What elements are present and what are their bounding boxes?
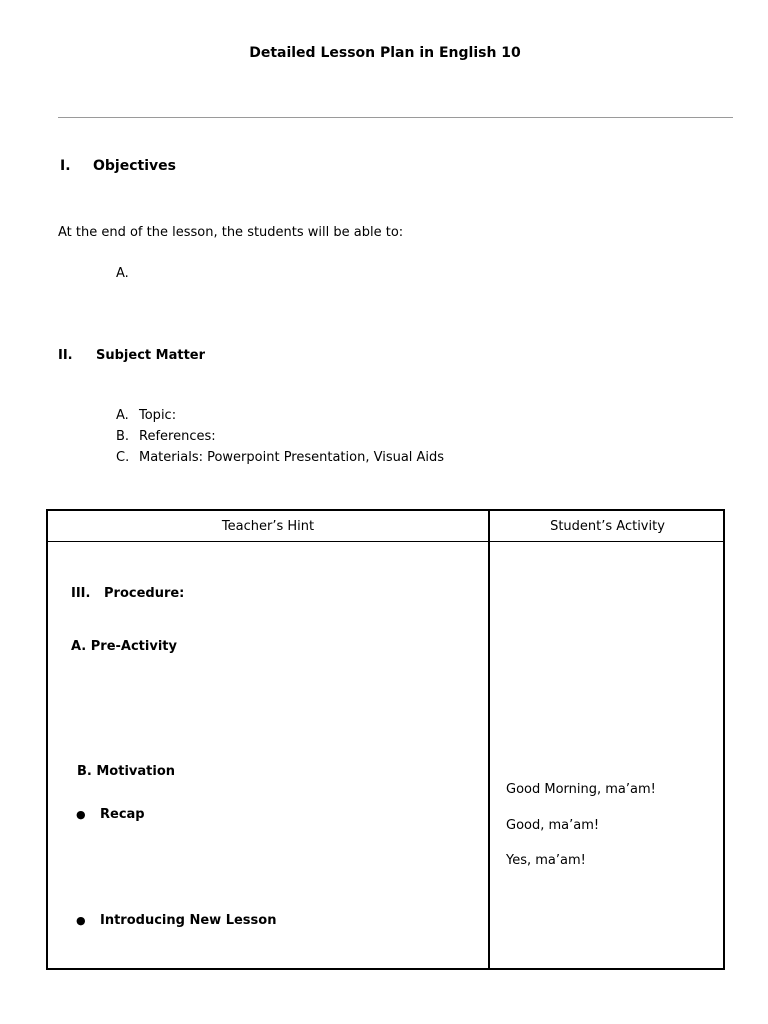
subject-item-references: References: bbox=[139, 429, 216, 444]
table-header-teacher: Teacher’s Hint bbox=[221, 519, 315, 534]
procedure-numeral: III. bbox=[71, 586, 91, 601]
pre-activity-heading: A. Pre-Activity bbox=[71, 639, 177, 654]
bullet-icon: ● bbox=[76, 808, 86, 821]
subject-item-letter-c: C. bbox=[116, 450, 130, 465]
table-header-divider bbox=[48, 541, 723, 542]
subject-item-topic: Topic: bbox=[139, 408, 177, 423]
bullet-icon: ● bbox=[76, 914, 86, 927]
table-column-divider bbox=[488, 511, 490, 968]
student-response: Yes, ma’am! bbox=[506, 853, 586, 868]
subject-matter-heading: Subject Matter bbox=[96, 348, 206, 363]
procedure-heading: Procedure: bbox=[104, 586, 185, 601]
motivation-heading: B. Motivation bbox=[77, 764, 176, 779]
bullet-recap: Recap bbox=[100, 807, 145, 822]
document-title: Detailed Lesson Plan in English 10 bbox=[249, 45, 521, 61]
objective-item-a bbox=[116, 266, 129, 281]
student-response: Good, ma’am! bbox=[506, 818, 600, 833]
subject-item-letter-b: B. bbox=[116, 429, 130, 444]
subject-item-letter-a: A. bbox=[116, 408, 129, 423]
header-divider bbox=[58, 117, 733, 118]
objectives-numeral: I. bbox=[60, 158, 71, 174]
bullet-introducing-new-lesson: Introducing New Lesson bbox=[100, 913, 277, 928]
subject-matter-numeral: II. bbox=[58, 348, 73, 363]
student-response: Good Morning, ma’am! bbox=[506, 782, 656, 797]
objectives-heading: Objectives bbox=[93, 158, 176, 174]
table-header-student: Student’s Activity bbox=[550, 519, 665, 534]
subject-item-materials: Materials: Powerpoint Presentation, Visual Aids bbox=[139, 450, 445, 465]
lesson-table bbox=[46, 509, 725, 970]
objective-item-letter: A. bbox=[116, 266, 129, 281]
objectives-intro: At the end of the lesson, the students will be able to: bbox=[58, 225, 404, 240]
